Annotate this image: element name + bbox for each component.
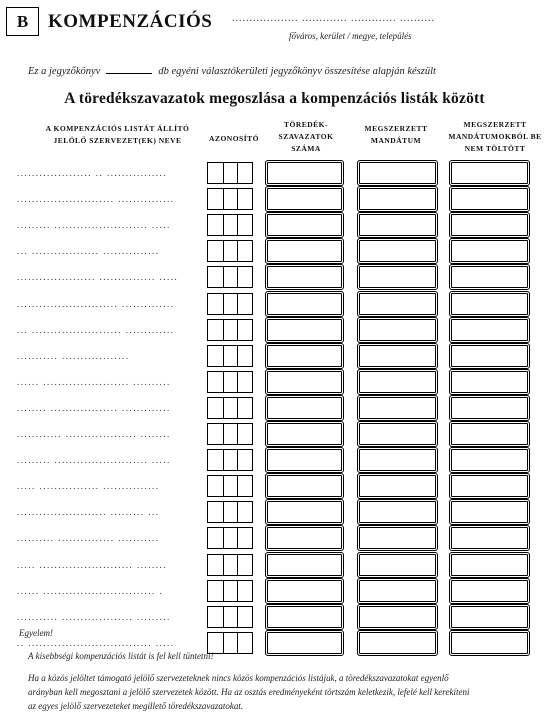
- mandates-won-field[interactable]: [359, 475, 436, 497]
- mandates-won-field[interactable]: [359, 554, 436, 576]
- digit-divider: [237, 188, 238, 210]
- mandates-unfilled-field[interactable]: [451, 423, 528, 445]
- mandates-unfilled-field[interactable]: [451, 162, 528, 184]
- digit-divider: [237, 293, 238, 315]
- identifier-box[interactable]: [207, 240, 253, 262]
- fraction-votes-field[interactable]: [267, 319, 342, 341]
- identifier-box[interactable]: [207, 527, 253, 549]
- report-line-suffix: db egyéni választókerületi jegyzőkönyv összesítése alapján készült: [158, 66, 436, 77]
- mandates-won-field[interactable]: [359, 162, 436, 184]
- fraction-votes-field[interactable]: [267, 371, 342, 393]
- digit-divider: [237, 345, 238, 367]
- fraction-votes-field[interactable]: [267, 397, 342, 419]
- digit-divider: [237, 606, 238, 628]
- mandates-unfilled-field[interactable]: [451, 475, 528, 497]
- mandates-unfilled-field[interactable]: [451, 188, 528, 210]
- org-name-field[interactable]: ......... ......................... .....: [17, 220, 171, 230]
- section-badge: B: [6, 7, 39, 36]
- org-name-field[interactable]: ...... .............................. .: [17, 586, 164, 596]
- mandates-won-field[interactable]: [359, 397, 436, 419]
- location-caption: főváros, kerület / megye, település: [289, 31, 412, 41]
- digit-divider: [237, 371, 238, 393]
- report-line: [28, 64, 436, 77]
- digit-divider: [237, 632, 238, 654]
- org-name-field[interactable]: ........ .................. .............: [17, 403, 171, 413]
- mandates-unfilled-field[interactable]: [451, 554, 528, 576]
- org-name-field[interactable]: .. ................................. .....: [17, 638, 175, 648]
- digit-divider: [223, 580, 224, 602]
- digit-divider: [237, 397, 238, 419]
- digit-divider: [223, 632, 224, 654]
- identifier-box[interactable]: [207, 423, 253, 445]
- org-name-field[interactable]: ... .................. ...............: [17, 246, 160, 256]
- mandates-won-field[interactable]: [359, 188, 436, 210]
- digit-divider: [237, 580, 238, 602]
- mandates-unfilled-field[interactable]: [451, 606, 528, 628]
- mandates-won-field[interactable]: [359, 423, 436, 445]
- mandates-won-field[interactable]: [359, 266, 436, 288]
- mandates-unfilled-field[interactable]: [451, 240, 528, 262]
- identifier-box[interactable]: [207, 214, 253, 236]
- digit-divider: [237, 475, 238, 497]
- mandates-won-field[interactable]: [359, 501, 436, 523]
- mandates-won-field[interactable]: [359, 632, 436, 654]
- mandates-won-field[interactable]: [359, 606, 436, 628]
- org-name-field[interactable]: ........... ..................: [17, 351, 130, 361]
- header-mandates-won: MEGSZERZETT MANDÁTUM: [364, 124, 428, 145]
- mandates-unfilled-field[interactable]: [451, 371, 528, 393]
- fraction-votes-field[interactable]: [267, 527, 342, 549]
- identifier-box[interactable]: [207, 606, 253, 628]
- fraction-votes-field[interactable]: [267, 423, 342, 445]
- digit-divider: [223, 554, 224, 576]
- digit-divider: [223, 240, 224, 262]
- identifier-box[interactable]: [207, 266, 253, 288]
- org-name-field[interactable]: .......................... ...............: [17, 194, 175, 204]
- digit-divider: [237, 501, 238, 523]
- digit-divider: [223, 371, 224, 393]
- identifier-box[interactable]: [207, 501, 253, 523]
- org-name-field[interactable]: ..... ................ ...............: [17, 481, 160, 491]
- fraction-votes-field[interactable]: [267, 293, 342, 315]
- fraction-votes-field[interactable]: [267, 632, 342, 654]
- org-name-field[interactable]: ..................... ............... .....: [17, 272, 179, 282]
- identifier-box[interactable]: [207, 162, 253, 184]
- main-title: A töredékszavazatok megoszlása a kompenzációs listák között: [64, 90, 485, 107]
- fraction-votes-field[interactable]: [267, 240, 342, 262]
- digit-divider: [237, 266, 238, 288]
- fraction-votes-field[interactable]: [267, 606, 342, 628]
- identifier-box[interactable]: [207, 345, 253, 367]
- org-name-field[interactable]: ........................ ......... ...: [17, 507, 160, 517]
- report-line-prefix: Ez a jegyzőkönyv: [28, 66, 101, 77]
- org-name-field[interactable]: ........... ................... .........: [17, 612, 171, 622]
- digit-divider: [223, 423, 224, 445]
- mandates-won-field[interactable]: [359, 293, 436, 315]
- mandates-unfilled-field[interactable]: [451, 214, 528, 236]
- footer-note-1: Egyelem!: [19, 628, 53, 638]
- mandates-won-field[interactable]: [359, 214, 436, 236]
- digit-divider: [237, 240, 238, 262]
- identifier-box[interactable]: [207, 449, 253, 471]
- identifier-box[interactable]: [207, 371, 253, 393]
- header-identifier: AZONOSÍTÓ: [209, 134, 259, 143]
- mandates-unfilled-field[interactable]: [451, 449, 528, 471]
- mandates-unfilled-field[interactable]: [451, 266, 528, 288]
- digit-divider: [223, 475, 224, 497]
- digit-divider: [223, 501, 224, 523]
- digit-divider: [237, 319, 238, 341]
- fraction-votes-field[interactable]: [267, 266, 342, 288]
- footer-note-5: az egyes jelölő szervezeteket megillető töredékszavazatokat.: [28, 701, 244, 711]
- digit-divider: [237, 527, 238, 549]
- digit-divider: [223, 606, 224, 628]
- header-mandates-unfilled: MEGSZERZETT MANDÁTUMOKBÓL BE NEM TÖLTÖTT: [448, 120, 542, 153]
- identifier-box[interactable]: [207, 188, 253, 210]
- digit-divider: [223, 319, 224, 341]
- fraction-votes-field[interactable]: [267, 554, 342, 576]
- digit-divider: [237, 554, 238, 576]
- org-name-field[interactable]: ........................... ..............: [17, 299, 175, 309]
- mandates-unfilled-field[interactable]: [451, 501, 528, 523]
- footer-note-4: arányban kell megosztani a jelölő szervezetek között. Ha az osztás eredményeként törtszám keletkezik, lefelé kell kerekíteni: [28, 687, 470, 697]
- digit-divider: [223, 293, 224, 315]
- digit-divider: [223, 188, 224, 210]
- identifier-box[interactable]: [207, 580, 253, 602]
- org-name-field[interactable]: .................... .. ................: [17, 168, 167, 178]
- digit-divider: [223, 397, 224, 419]
- mandates-unfilled-field[interactable]: [451, 527, 528, 549]
- location-fill-line: ................... ............. ............. ..........: [232, 13, 435, 24]
- org-name-field[interactable]: ..... ......................... ........: [17, 560, 167, 570]
- footer-note-2: A kisebbségi kompenzációs listát is fel kell tüntetni!: [28, 651, 214, 661]
- fraction-votes-field[interactable]: [267, 501, 342, 523]
- fraction-votes-field[interactable]: [267, 345, 342, 367]
- mandates-unfilled-field[interactable]: [451, 397, 528, 419]
- mandates-unfilled-field[interactable]: [451, 632, 528, 654]
- mandates-won-field[interactable]: [359, 527, 436, 549]
- digit-divider: [237, 449, 238, 471]
- fraction-votes-field[interactable]: [267, 188, 342, 210]
- identifier-box[interactable]: [207, 293, 253, 315]
- fraction-votes-field[interactable]: [267, 162, 342, 184]
- digit-divider: [237, 423, 238, 445]
- mandates-won-field[interactable]: [359, 240, 436, 262]
- mandates-won-field[interactable]: [359, 449, 436, 471]
- fraction-votes-field[interactable]: [267, 580, 342, 602]
- mandates-won-field[interactable]: [359, 371, 436, 393]
- mandates-won-field[interactable]: [359, 319, 436, 341]
- digit-divider: [223, 449, 224, 471]
- org-name-field[interactable]: .......... ............... ...........: [17, 533, 160, 543]
- mandates-unfilled-field[interactable]: [451, 345, 528, 367]
- mandates-unfilled-field[interactable]: [451, 580, 528, 602]
- digit-divider: [223, 214, 224, 236]
- form-title: KOMPENZÁCIÓS: [48, 11, 213, 32]
- identifier-box[interactable]: [207, 475, 253, 497]
- digit-divider: [237, 162, 238, 184]
- fraction-votes-field[interactable]: [267, 475, 342, 497]
- identifier-box[interactable]: [207, 554, 253, 576]
- digit-divider: [237, 214, 238, 236]
- fraction-votes-field[interactable]: [267, 214, 342, 236]
- mandates-won-field[interactable]: [359, 580, 436, 602]
- identifier-box[interactable]: [207, 397, 253, 419]
- digit-divider: [223, 266, 224, 288]
- digit-divider: [223, 527, 224, 549]
- org-name-field[interactable]: ... ........................ .............: [17, 325, 175, 335]
- header-org-name: A KOMPENZÁCIÓS LISTÁT ÁLLÍTÓ JELÖLŐ SZERVEZET(EK) NEVE: [45, 124, 190, 145]
- identifier-box[interactable]: [207, 319, 253, 341]
- digit-divider: [223, 162, 224, 184]
- org-name-field[interactable]: ......... ......................... .....: [17, 455, 171, 465]
- mandates-unfilled-field[interactable]: [451, 319, 528, 341]
- header-fraction-votes: TÖREDÉK-SZAVAZATOK SZÁMA: [278, 120, 334, 153]
- digit-divider: [223, 345, 224, 367]
- mandates-won-field[interactable]: [359, 345, 436, 367]
- footer-note-3: Ha a közös jelöltet támogató jelölő szervezeteknek nincs közös kompenzációs listájuk, a töredékszavazatokat egyenlő: [28, 673, 449, 683]
- org-name-field[interactable]: ...... ....................... ..........: [17, 377, 171, 387]
- report-count-field[interactable]: [106, 64, 152, 74]
- fraction-votes-field[interactable]: [267, 449, 342, 471]
- org-name-field[interactable]: ............ ................... ........: [17, 429, 171, 439]
- mandates-unfilled-field[interactable]: [451, 293, 528, 315]
